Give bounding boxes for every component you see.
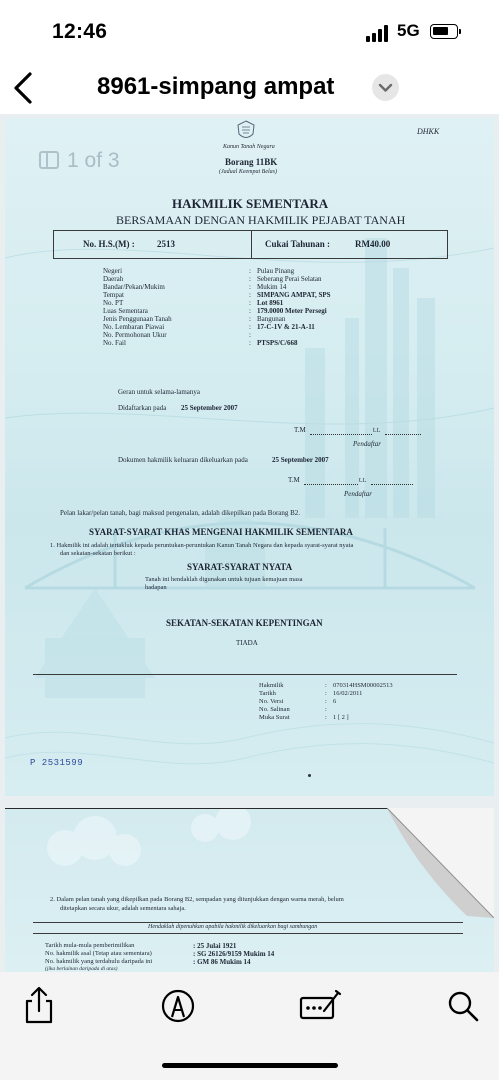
markup-icon[interactable] xyxy=(158,986,198,1026)
field-label: No. Lembaran Piawai xyxy=(103,323,165,331)
pendaftar-label: Pendaftar xyxy=(353,440,381,448)
separator-line xyxy=(33,922,463,923)
syarat-nyata-heading: SYARAT-SYARAT NYATA xyxy=(187,562,293,572)
dokumen-date: 25 September 2007 xyxy=(272,456,329,464)
document-heading: HAKMILIK SEMENTARA xyxy=(172,196,329,211)
field-value: Pulau Pinang xyxy=(257,267,295,275)
hs-value: 2513 xyxy=(157,239,175,249)
separator-line xyxy=(33,674,457,675)
search-icon[interactable] xyxy=(444,986,484,1026)
note-text: ditetapkan secara ukur, adalah sementara sahaja. xyxy=(60,905,186,912)
meta-value: 1 [ 2 ] xyxy=(333,714,349,721)
signature-line xyxy=(304,484,358,485)
form-name: Borang 11BK xyxy=(225,157,278,167)
agency-name: Kanun Tanah Negara xyxy=(223,144,275,150)
tiada-text: TIADA xyxy=(236,639,258,647)
back-chevron-icon[interactable] xyxy=(10,70,40,106)
field-label: Bandar/Pekan/Mukim xyxy=(103,283,165,291)
box-divider xyxy=(251,230,252,259)
signature-line xyxy=(310,434,372,435)
history-value: : SG 26126/9159 Mukim 14 xyxy=(193,950,275,958)
history-value: : GM 86 Mukim 14 xyxy=(193,958,251,966)
meta-label: Hakmilik xyxy=(259,682,284,689)
signature-line xyxy=(385,434,421,435)
field-value: Seberang Perai Selatan xyxy=(257,275,322,283)
field-label: Jenis Penggunaan Tanah xyxy=(103,315,172,323)
page-indicator-text: 1 of 3 xyxy=(67,149,120,172)
sekatan-heading: SEKATAN-SEKATAN KEPENTINGAN xyxy=(166,618,323,628)
field-value: Bangunan xyxy=(257,315,286,323)
battery-icon xyxy=(430,24,458,39)
chevron-down-icon xyxy=(372,74,399,101)
history-label: Tarikh mula-mula pemberimilikan xyxy=(45,942,135,949)
history-label: No. hakmilik yang terdahulu daripada ini xyxy=(45,958,153,965)
share-icon[interactable] xyxy=(19,986,59,1026)
pendaftar-label: Pendaftar xyxy=(344,490,372,498)
pelan-note: Pelan lakar/pelan tanah, bagi maksud pengenalan, adalah dikepilkan pada Borang B2. xyxy=(60,509,301,517)
document-title[interactable]: 8961-simpang ampat xyxy=(97,73,335,100)
field-label: Daerah xyxy=(103,275,124,283)
meta-value: 16/02/2011 xyxy=(333,690,363,697)
history-label: No. hakmilik asal (Tetap atau sementara) xyxy=(45,950,152,957)
jika-note: (jika berlainan daripada di atas) xyxy=(45,966,118,972)
tm-label: T.M xyxy=(288,476,300,484)
form-subtitle: (Jadual Keempat Belas) xyxy=(219,169,277,175)
separator-line xyxy=(33,933,463,934)
network-type: 5G xyxy=(397,21,420,40)
history-value: : 25 Julai 1921 xyxy=(193,942,237,950)
title-menu-button[interactable] xyxy=(372,74,399,101)
field-label: No. Fail xyxy=(103,339,126,347)
syarat-clause: 1. Hakmilik ini adalah tertakluk kepada peruntukan-peruntukan Kanun Tanah Negara dan kepada syarat-syarat nyata xyxy=(50,542,354,549)
signature-icon[interactable] xyxy=(298,986,342,1026)
hs-label: No. H.S.(M) : xyxy=(83,239,135,249)
didaftarkan-date: 25 September 2007 xyxy=(181,404,238,412)
meta-label: No. Versi xyxy=(259,698,284,705)
serial-number: P 2531599 xyxy=(30,758,84,768)
dokumen-label: Dokumen hakmilik keluaran dikeluarkan pada xyxy=(118,456,248,464)
status-bar xyxy=(0,0,499,62)
note-text: 2. Dalam pelan tanah yang dikepilkan pada Borang B2, sempadan yang ditunjukkan dengan warna merah, belum xyxy=(50,896,344,903)
document-viewer[interactable] xyxy=(0,114,499,972)
meta-label: No. Salinan xyxy=(259,706,290,713)
nyata-text: hadapan xyxy=(145,584,167,591)
field-value: 17-C-1V & 21-A-11 xyxy=(257,323,315,331)
page-curl-corner xyxy=(387,808,494,918)
didaftarkan-label: Didaftarkan pada xyxy=(118,404,167,412)
tt-label: t.t. xyxy=(359,476,367,484)
field-value: Lot 8961 xyxy=(257,299,284,307)
signature-line xyxy=(371,484,413,485)
syarat-clause: dan sekatan-sekatan berikut : xyxy=(60,550,136,557)
field-label: Luas Sementara xyxy=(103,307,148,315)
document-subheading: BERSAMAAN DENGAN HAKMILIK PEJABAT TANAH xyxy=(116,213,406,227)
field-value: 179.0000 Meter Persegi xyxy=(257,307,327,315)
meta-value: 070314HSM00002513 xyxy=(333,682,393,689)
cellular-signal-icon xyxy=(366,24,390,42)
cukai-label: Cukai Tahunan : xyxy=(265,239,331,249)
home-indicator[interactable] xyxy=(162,1063,338,1068)
header-code: DHKK xyxy=(417,127,440,136)
field-label: Tempat xyxy=(103,291,124,299)
page-thumbnail-icon xyxy=(39,151,59,169)
cukai-value: RM40.00 xyxy=(355,239,391,249)
syarat-khas-heading: SYARAT-SYARAT KHAS MENGENAI HAKMILIK SEMENTARA xyxy=(89,527,353,537)
tm-label: T.M xyxy=(294,426,306,434)
field-label: No. PT xyxy=(103,299,124,307)
field-value: SIMPANG AMPAT, SPS xyxy=(257,291,331,299)
coat-of-arms-icon xyxy=(236,120,256,142)
tt-label: t.t. xyxy=(373,426,381,434)
status-time: 12:46 xyxy=(52,20,108,43)
nyata-text: Tanah ini hendaklah digunakan untuk tujuan kemajuan masa xyxy=(145,576,303,583)
meta-label: Muka Surat xyxy=(259,714,290,721)
navigation-bar xyxy=(0,62,499,114)
field-label: Negeri xyxy=(103,267,123,275)
document-page-2[interactable] xyxy=(5,808,494,972)
geran-text: Geran untuk selama-lamanya xyxy=(118,388,201,396)
ink-dot xyxy=(308,774,311,777)
field-value: PTSPS/C/668 xyxy=(257,339,298,347)
meta-value: 6 xyxy=(333,698,337,705)
field-label: No. Permohonan Ukur xyxy=(103,331,167,339)
page-indicator xyxy=(39,149,129,173)
meta-label: Tarikh xyxy=(259,690,276,697)
italic-note: Hendaklah dipenuhkan apabila hakmilik dikeluarkan bagi sambungan xyxy=(148,924,318,930)
document-page-1[interactable]: 1 of 3 DHKK Kanun Tanah Negara Borang 11BK (Jadual Keempat Belas) HAKMILIK SEMENTARA BERSAMAAN DENGAN HAKMILIK PEJABAT TANAH No. H.S.(M) : 2513 Cukai Tahunan : RM40.00 Negeri Daerah Bandar/Pekan/Mukim Tempat No. PT Luas Sementara Jenis Penggunaan Tanah No. Lembaran Piawai No. Permohonan Ukur No. Fail : : : : : : : : : : Pulau Pinang Seberang Perai Selatan Mukim 14 SIMPANG AMPAT, SPS Lot 8961 179.0000 Meter Persegi Bangunan 17-C-1V & 21-A-11 PTSPS/C/668 Geran untuk selama-lamanya Didaftarkan pada 25 September 2007 T.M t.t. Pendaftar Dokumen hakmilik keluaran dikeluarkan pada 25 September 2007 T.M t.t. Pendaftar Pelan lakar/pelan tanah, bagi maksud pengenalan, adalah dikepilkan pada Borang B2. SYARAT-SYARAT KHAS MENGENAI HAKMILIK SEMENTARA 1. Hakmilik ini adalah tertakluk kepada peruntukan-peruntukan Kanun Tanah Negara dan kepada syarat-syarat nyata dan sekatan-sekatan berikut : SYARAT-SYARAT NYATA Tanah ini hendaklah digunakan untuk tujuan kemajuan masa hadapan SEKATAN-SEKATAN KEPENTINGAN TIADA Hakmilik Tarikh No. Versi No. Salinan Muka Surat : : : : : 070314HSM00002513 16/02/2011 6 1 [ 2 ] P 2531599 xyxy=(5,118,494,796)
field-value: Mukim 14 xyxy=(257,283,287,291)
